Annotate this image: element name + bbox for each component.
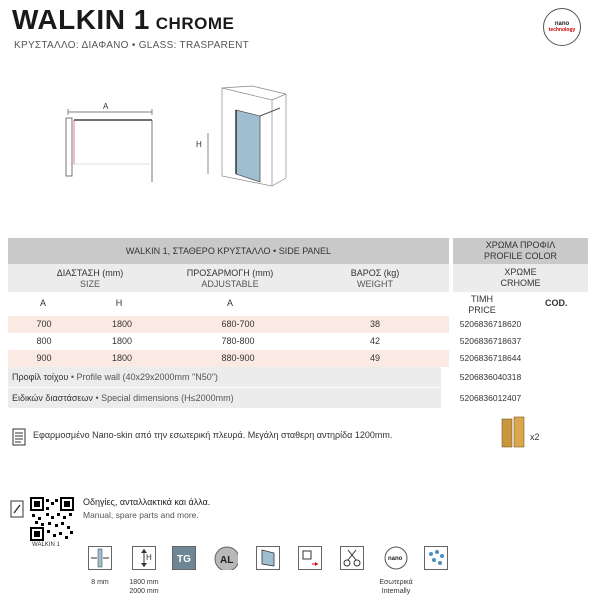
col-adjustable-label [170, 268, 290, 290]
document-icon [12, 428, 26, 446]
support-bar-icon [500, 415, 528, 451]
color-en: CRHOME [500, 278, 541, 288]
qr-label: WALKIN 1 [32, 542, 60, 548]
col-size-en: SIZE [79, 279, 100, 289]
extra-gr: Ειδικών διαστάσεων [12, 393, 93, 403]
internal-label [372, 578, 420, 596]
glass-thickness-icon [88, 546, 112, 570]
thickness-label: 8 mm [91, 579, 109, 586]
col-size-label [40, 268, 140, 290]
extra-gr: Προφίλ τοίχου [12, 372, 69, 382]
height-1: 1800 mm [129, 579, 159, 586]
price-header [453, 294, 511, 316]
dimension-a-label: A [103, 102, 109, 111]
row-weight: 42 [369, 336, 380, 346]
row-h: 1800 [111, 353, 133, 363]
table-row [8, 316, 449, 333]
badge-line1: nano [554, 21, 570, 27]
row-code: 5206836718620 [459, 319, 522, 329]
manual-subtitle: Manual, spare parts and more. [83, 510, 199, 520]
internal-gr: Εσωτερικά [379, 579, 413, 586]
col-adj-gr: ΠΡΟΣΑΡΜΟΓΗ [186, 268, 250, 278]
perspective-drawing [200, 78, 300, 198]
al-text: AL [220, 555, 234, 566]
col-size-unit: (mm) [102, 268, 124, 278]
glass-spec: ΚΡΥΣΤΑΛΛΟ: ΔΙΑΦΑΝΟ • GLASS: TRASPARENT [14, 40, 250, 51]
col-adj-unit: (mm) [252, 268, 274, 278]
cod-header: COD. [545, 298, 568, 308]
row-adj: 780-800 [221, 336, 255, 346]
color-chrome-header [453, 264, 588, 292]
sub-h: H [115, 298, 123, 308]
extra-en: • Special dimensions (H≤2000mm) [95, 393, 234, 403]
quantity-label: x2 [530, 432, 540, 442]
row-h: 1800 [111, 336, 133, 346]
aluminium-icon [214, 546, 238, 570]
extra-code: 5206836012407 [459, 393, 522, 403]
extra-en: • Profile wall (40x29x2000mm "N50") [70, 372, 218, 382]
table-row [8, 350, 449, 367]
tg-text: TG [177, 554, 191, 565]
nano-icon [384, 546, 408, 570]
badge-line2: technology [548, 27, 576, 33]
sub-a: A [39, 298, 46, 308]
table-row [8, 333, 449, 350]
price-gr: ΤΙΜΗ [471, 294, 493, 304]
tools-icon [10, 500, 24, 518]
row-weight: 38 [369, 319, 380, 329]
water-drops-icon [424, 546, 448, 570]
nano-text: nano [388, 556, 403, 562]
cutting-icon [340, 546, 364, 570]
row-code: 5206836718637 [459, 336, 522, 346]
row-weight: 49 [369, 353, 380, 363]
col-weight-label [335, 268, 415, 290]
row-a: 900 [36, 353, 52, 363]
col-weight-en: WEIGHT [357, 279, 393, 289]
row-h: 1800 [111, 319, 133, 329]
manual-title: Οδηγίες, ανταλλακτικά και άλλα. [83, 497, 211, 507]
price-en: PRICE [468, 305, 496, 315]
product-title [12, 4, 234, 36]
color-gr: ΧΡΩΜΕ [504, 267, 537, 277]
col-weight-unit: (kg) [383, 268, 400, 278]
internal-en: Internally [381, 588, 411, 595]
col-size-gr: ΔΙΑΣΤΑΣΗ [56, 268, 100, 278]
height-label [122, 578, 166, 596]
reversible-icon [298, 546, 322, 570]
extra-row-profile-wall [8, 367, 441, 387]
profile-color-header [453, 238, 588, 264]
col-weight-gr: ΒΑΡΟΣ [350, 268, 382, 278]
profile-color-en: PROFILE COLOR [483, 251, 557, 261]
nano-skin-note: Εφαρμοσμένο Nano-skin από την εσωτερική πλευρά. Μεγάλη σταθερη αντηρίδα 1200mm. [33, 430, 393, 440]
panel-icon [256, 546, 280, 570]
title-subtitle: CHROME [155, 14, 235, 33]
profile-color-gr: ΧΡΩΜΑ ΠΡΟΦΙΛ [485, 240, 556, 250]
row-a: 800 [36, 336, 52, 346]
dimension-h-label: H [196, 140, 202, 149]
table-main-header: WALKIN 1, ΣΤΑΘΕΡΟ ΚΡΥΣΤΑΛΛΟ • SIDE PANEL [8, 238, 449, 264]
row-adj: 880-900 [221, 353, 255, 363]
nano-technology-badge [543, 8, 581, 46]
row-adj: 680-700 [221, 319, 255, 329]
height-2: 2000 mm [129, 588, 159, 595]
tempered-glass-icon [172, 546, 196, 570]
row-code: 5206836718644 [459, 353, 522, 363]
row-a: 700 [36, 319, 52, 329]
col-adj-en: ADJUSTABLE [201, 279, 259, 289]
title-text: WALKIN 1 [12, 4, 150, 35]
svg-text:H: H [146, 553, 152, 562]
extra-code: 5206836040318 [459, 372, 522, 382]
qr-code[interactable] [30, 497, 74, 541]
sub-adj-a: A [226, 298, 233, 308]
top-view-drawing [60, 108, 160, 188]
height-icon [132, 546, 156, 570]
extra-row-special-dimensions [8, 388, 441, 408]
